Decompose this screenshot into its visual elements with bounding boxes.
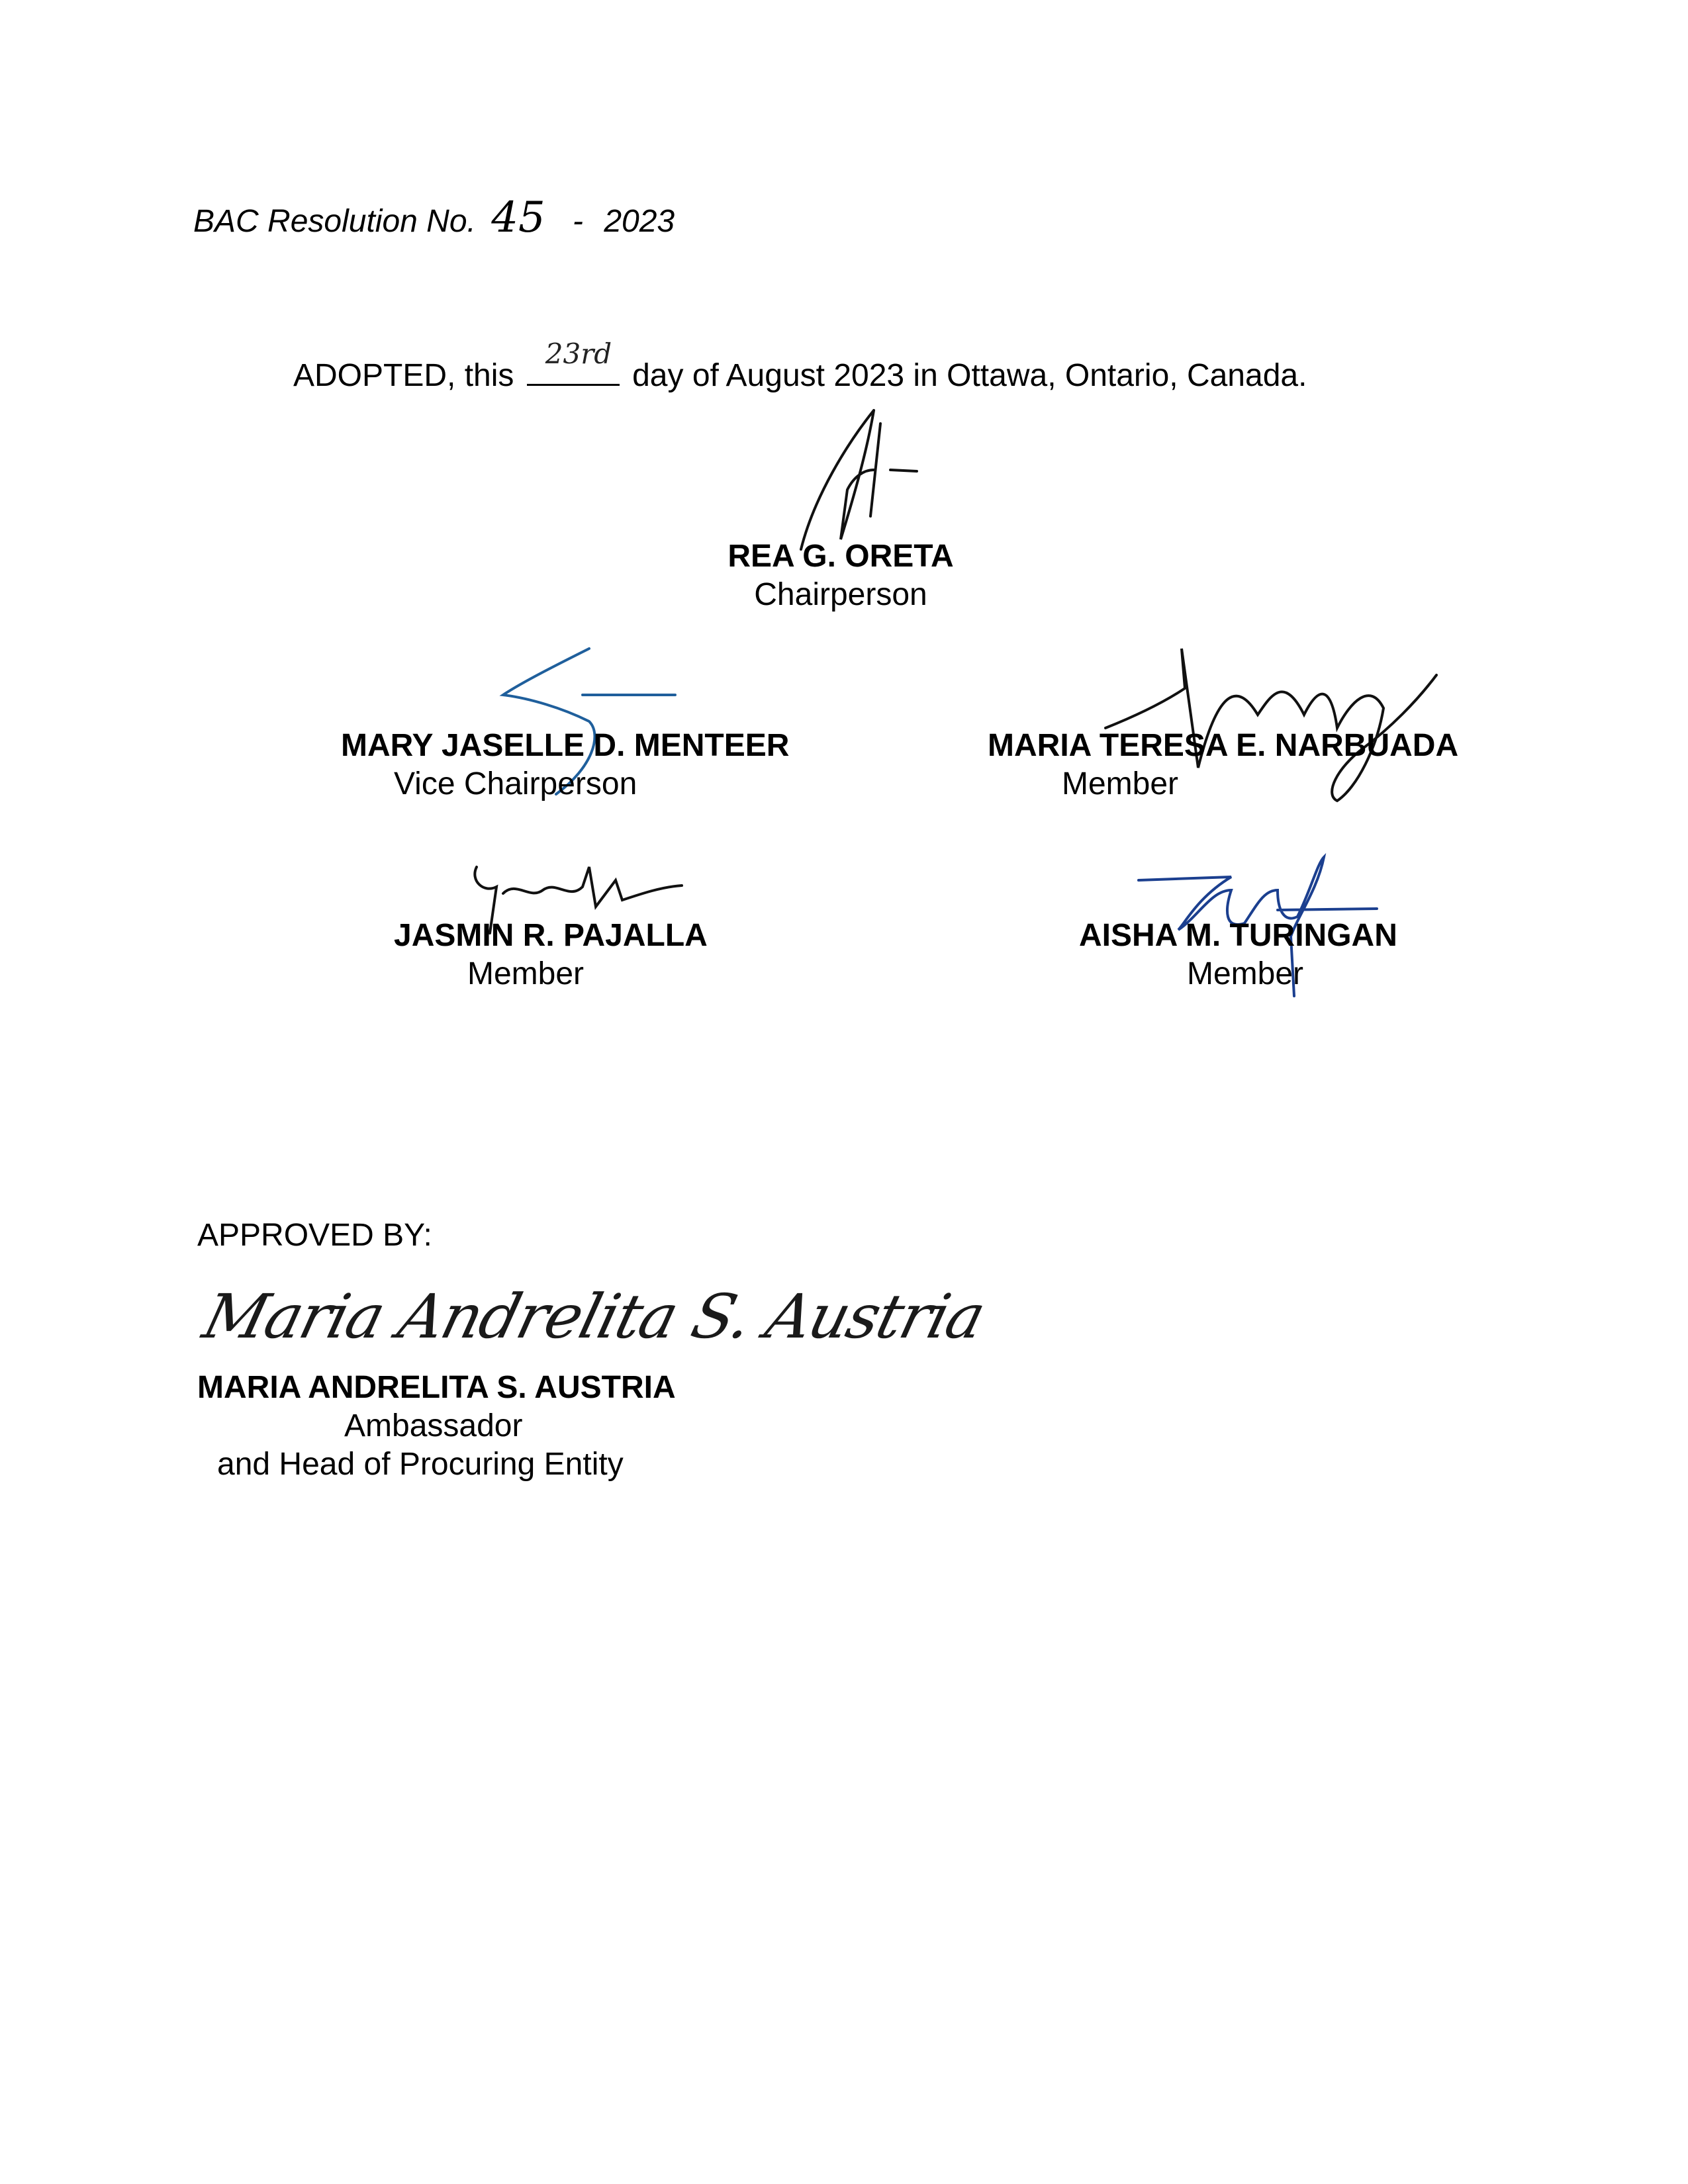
vice-chair-title: Vice Chairperson [394, 766, 637, 801]
adopted-day-blank [527, 338, 620, 386]
resolution-prefix: BAC Resolution No. [193, 204, 476, 239]
member-2-title: Member [467, 956, 585, 991]
member-1-title: Member [1062, 766, 1179, 801]
approver-title-1: Ambassador [344, 1408, 523, 1443]
approver-name: MARIA ANDRELITA S. AUSTRIA [197, 1370, 676, 1405]
adopted-line [293, 338, 1307, 395]
approved-by-label: APPROVED BY: [197, 1218, 432, 1253]
resolution-header [193, 193, 675, 242]
vice-chair-name: MARY JASELLE D. MENTEER [341, 728, 790, 763]
adopted-suffix: day of August 2023 in Ottawa, Ontario, Canada. [632, 358, 1307, 393]
adopted-day: 23rd [545, 338, 612, 370]
resolution-separator: - [573, 204, 583, 239]
chair-title: Chairperson [754, 577, 927, 612]
chair-name: REA G. ORETA [727, 539, 954, 574]
member-1-name: MARIA TERESA E. NARBUADA [988, 728, 1459, 763]
resolution-number: 45 [491, 193, 545, 242]
member-2-name: JASMIN R. PAJALLA [394, 918, 708, 953]
member-3-title: Member [1187, 956, 1304, 991]
member-3-name: AISHA M. TURINGAN [1079, 918, 1397, 953]
approver-title-2: and Head of Procuring Entity [217, 1447, 624, 1482]
approver-signature: Maria Andrelita S. Austria [196, 1281, 992, 1352]
resolution-year: 2023 [604, 204, 675, 239]
adopted-prefix: ADOPTED, this [293, 358, 514, 393]
